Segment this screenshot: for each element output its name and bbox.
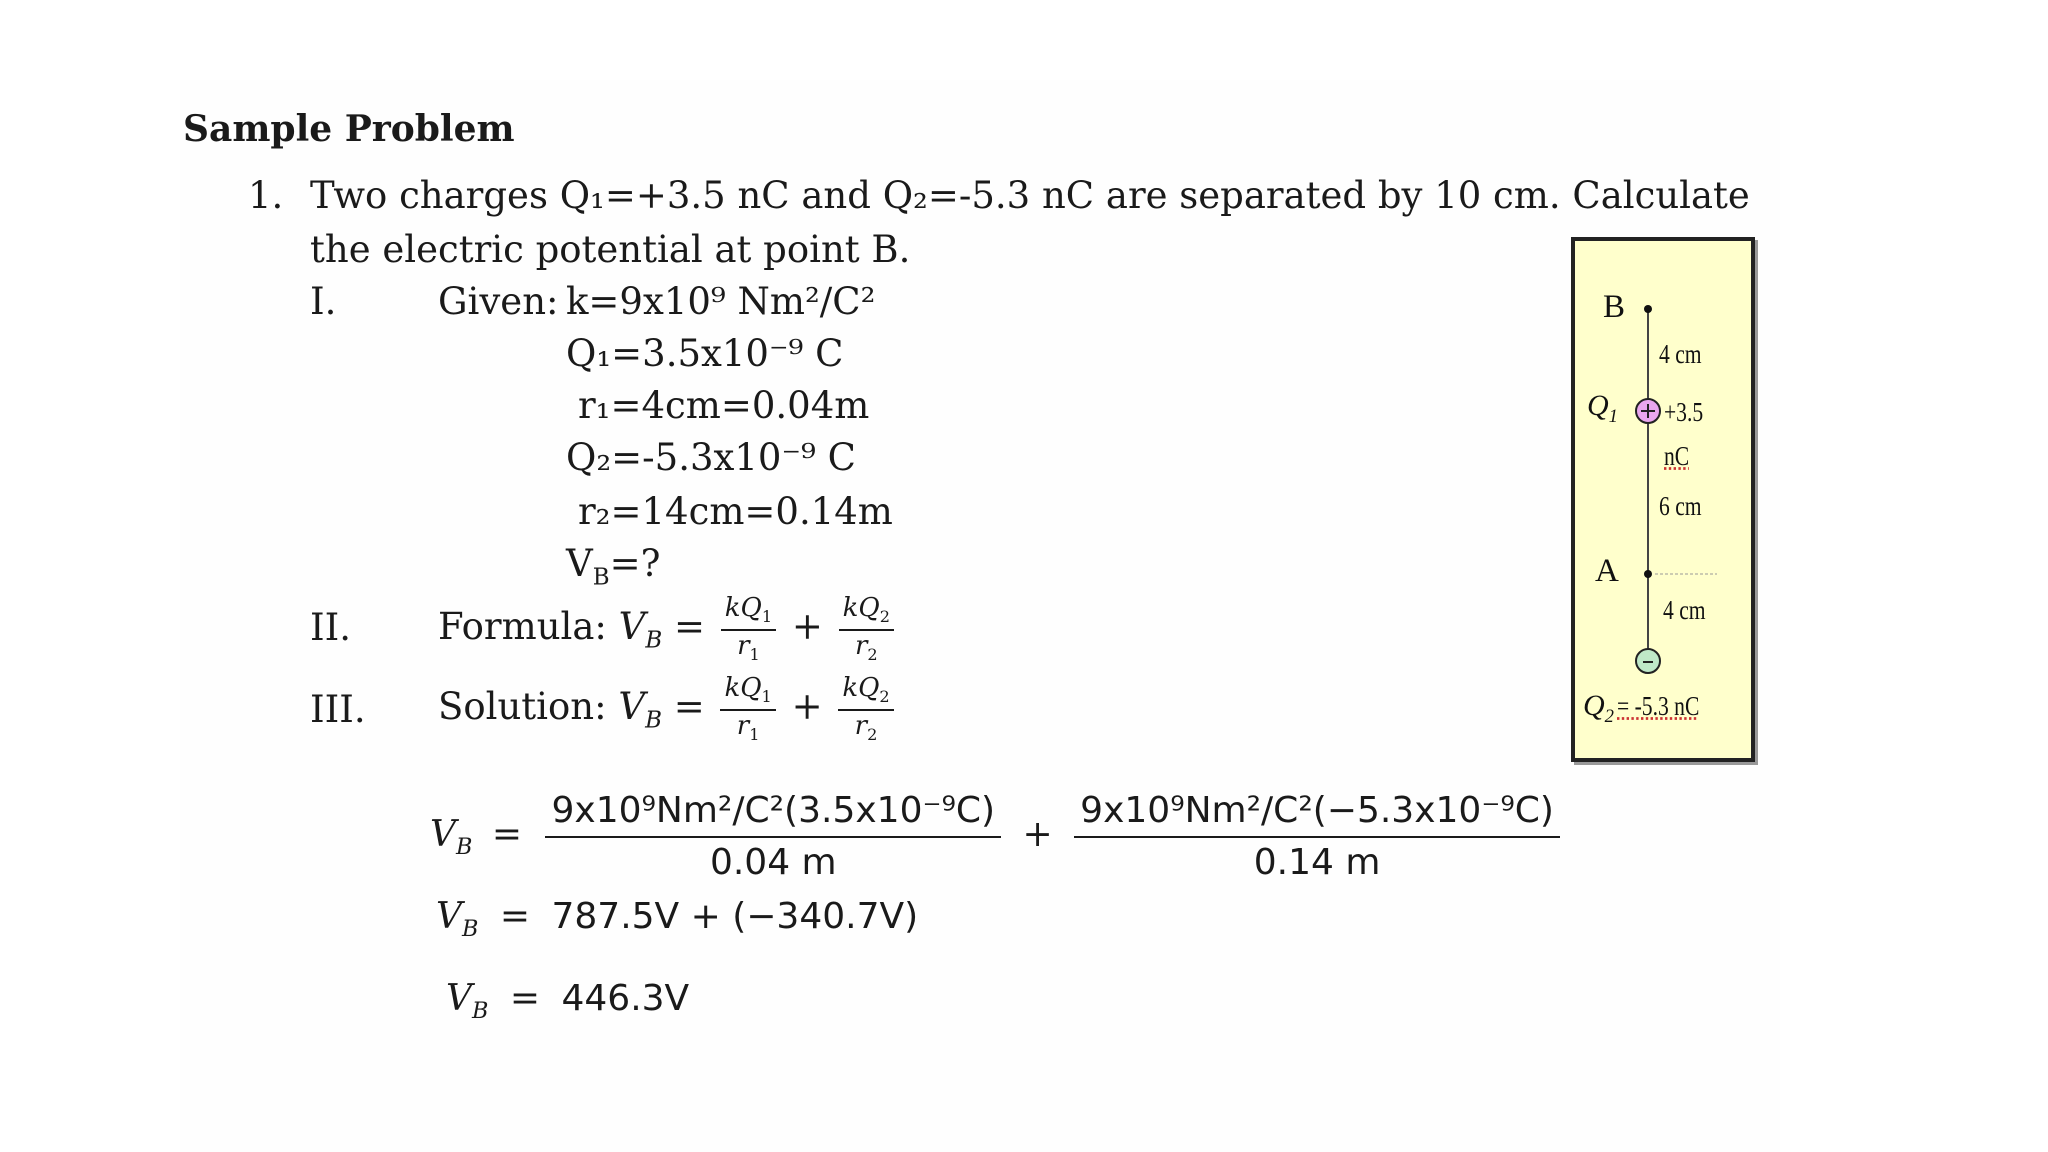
- formula-equation: [438, 592, 898, 675]
- q1-value: +3.5: [1664, 397, 1704, 427]
- fraction-kq2-r2: $\frac{kQ_2}{r_2}$: [839, 595, 894, 663]
- solution-label: Solution:: [438, 685, 607, 728]
- given-label: Given:: [438, 280, 559, 323]
- substitution-equation: [430, 780, 1564, 902]
- distance-q1-a: 6 cm: [1659, 491, 1702, 521]
- result-equation: [446, 978, 689, 1024]
- q2-term-denominator: 0.14 m: [1253, 842, 1381, 883]
- distance-b-q1: 4 cm: [1659, 339, 1702, 369]
- problem-line-2: the electric potential at point B.: [310, 228, 911, 271]
- problem-number: 1.: [248, 174, 284, 217]
- fraction-q1-term: [545, 792, 1001, 882]
- solution-equation: [438, 672, 898, 755]
- given-q2: Q₂=-5.3x10⁻⁹ C: [566, 436, 856, 479]
- plus-sign: +: [791, 685, 823, 728]
- distance-a-q2: 4 cm: [1663, 595, 1706, 625]
- plus-sign: +: [791, 605, 823, 648]
- point-b-dot: [1644, 305, 1652, 313]
- q1-term-numerator: 9x10⁹Nm²/C²(3.5x10⁻⁹C): [545, 792, 1001, 838]
- vb-lhs: $V_B$: [446, 978, 489, 1025]
- q2-value: = -5.3 nC: [1617, 691, 1700, 721]
- q2-term-numerator: 9x10⁹Nm²/C²(−5.3x10⁻⁹C): [1074, 792, 1560, 838]
- sum-equation: [436, 896, 918, 942]
- equals-sign: =: [509, 978, 541, 1019]
- equals-sign: =: [673, 685, 705, 728]
- vb-lhs: $V_B$: [436, 896, 479, 943]
- fraction-kq1-r1: $\frac{kQ_1}{r_1}$: [720, 675, 775, 743]
- fraction-kq2-r2: $\frac{kQ_2}{r_2}$: [838, 675, 893, 743]
- step-numeral-3: III.: [310, 688, 366, 731]
- given-r1: r₁=4cm=0.04m: [578, 384, 870, 427]
- given-r2: r₂=14cm=0.14m: [578, 490, 893, 533]
- formula-lhs: $V_B$: [618, 605, 663, 654]
- equals-sign: =: [674, 605, 706, 648]
- equals-sign: =: [491, 814, 523, 855]
- step-numeral-2: II.: [310, 606, 351, 649]
- given-unknown: $V_B=$?: [566, 542, 661, 591]
- charge-diagram: [1571, 237, 1755, 762]
- given-k: k=9x10⁹ Nm²/C²: [566, 280, 876, 323]
- fraction-kq1-r1: $\frac{kQ_1}{r_1}$: [721, 595, 776, 663]
- solution-lhs: $V_B$: [618, 685, 662, 734]
- equals-sign: =: [499, 896, 531, 937]
- point-a-label: A: [1595, 553, 1619, 589]
- given-q1: Q₁=3.5x10⁻⁹ C: [566, 332, 844, 375]
- q1-term-denominator: 0.04 m: [709, 842, 837, 883]
- section-title: Sample Problem: [183, 108, 515, 150]
- problem-line-1: Two charges Q₁=+3.5 nC and Q₂=-5.3 nC are separated by 10 cm. Calculate: [310, 174, 1750, 217]
- point-a-dot: [1644, 570, 1652, 578]
- step-numeral-1: I.: [310, 280, 337, 323]
- formula-label: Formula:: [438, 605, 607, 648]
- sum-rhs: 787.5V + (−340.7V): [551, 896, 919, 937]
- q2-label: $Q_2$: [1583, 689, 1614, 727]
- fraction-q2-term: [1074, 792, 1560, 882]
- result-rhs: 446.3V: [561, 978, 690, 1019]
- point-b-label: B: [1603, 289, 1626, 325]
- plus-sign: +: [1022, 814, 1053, 855]
- q1-label: $Q_1$: [1587, 389, 1618, 427]
- q1-unit: nC: [1664, 441, 1690, 471]
- vb-lhs: $V_B$: [430, 814, 473, 861]
